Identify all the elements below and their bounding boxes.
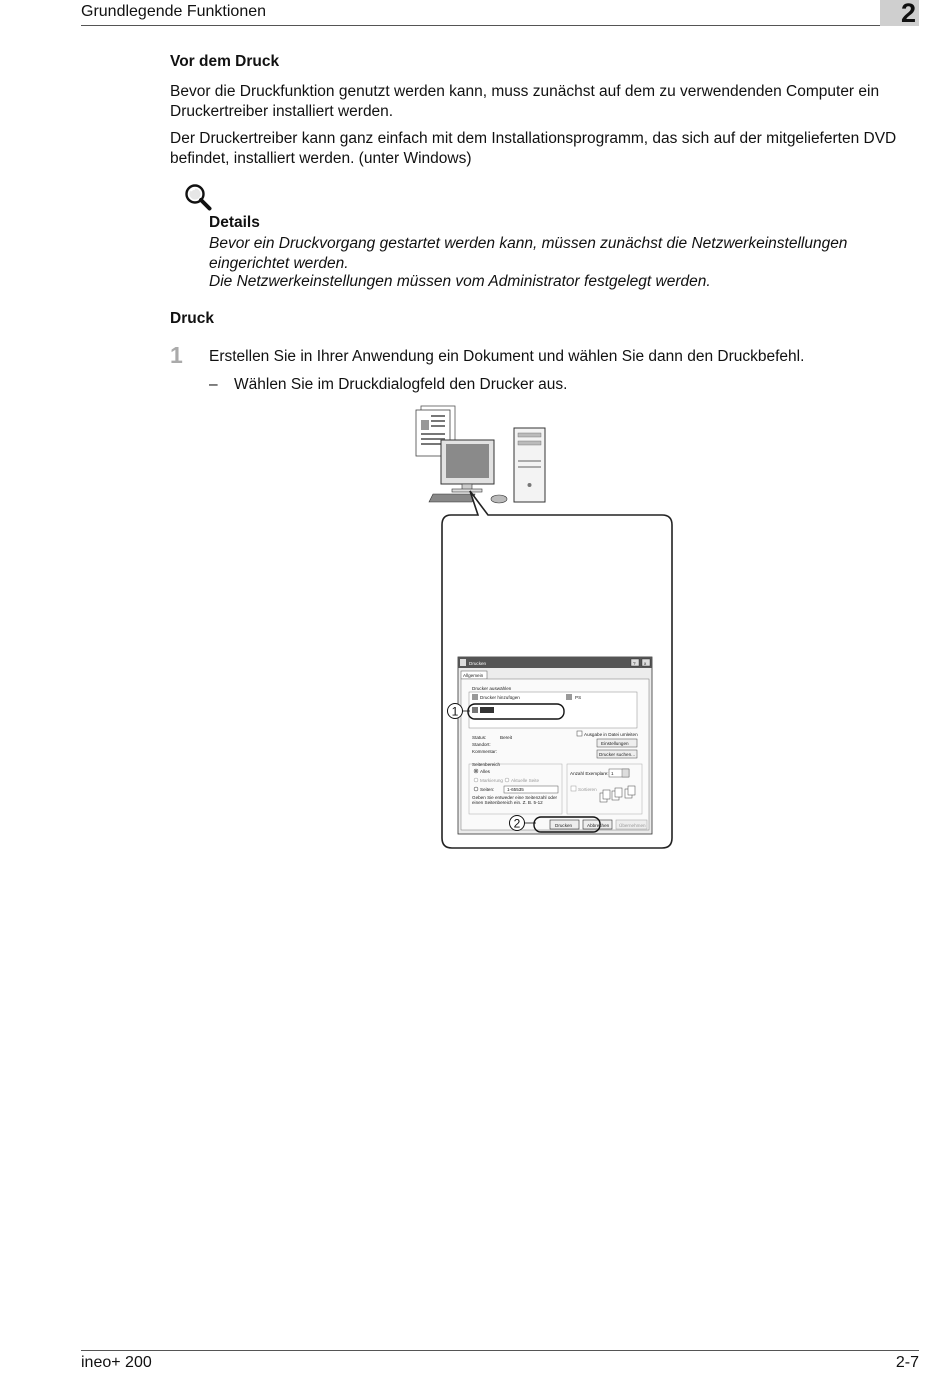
copies-spinner [622,769,629,777]
range-all[interactable]: Alles [480,769,490,774]
svg-text:2: 2 [513,816,521,831]
add-printer-item[interactable]: Drucker hinzufügen [480,695,520,700]
print-to-file-label: Ausgabe in Datei umleiten [584,732,638,737]
status-value: Bereit [500,735,513,740]
running-header: Grundlegende Funktionen [81,3,267,20]
printer-item-ps[interactable]: PS [575,695,582,700]
location-label: Standort: [472,742,491,747]
step-text: Erstellen Sie in Ihrer Anwendung ein Dokument und wählen Sie dann den Druckbefehl. [209,348,805,365]
print-dialog-illustration [400,400,690,860]
header-rule [81,25,919,26]
print-dialog [458,657,652,834]
svg-text:1: 1 [451,704,459,719]
print-to-file-checkbox [577,731,582,736]
computer-tower-icon [514,428,545,502]
dialog-title: Drucken [469,661,487,666]
details-text-admin: Die Netzwerkeinstellungen müssen vom Administrator festgelegt werden. [209,273,711,290]
range-current-page[interactable]: Aktuelle Seite [511,778,540,783]
chapter-tab [880,0,919,26]
copies-label: Anzahl Exemplare: [570,771,609,776]
svg-text:Einstellungen[interactable]: Einstellungen [601,741,629,746]
group-select-printer: Drucker auswählen [472,686,512,691]
collate-checkbox [571,786,576,791]
details-text-network: Bevor ein Druckvorgang gestartet werden kann, müssen zunächst die Netzwerkeinstellungen eingerichtet werden. [209,235,848,272]
range-selection[interactable]: Markierung [480,778,503,783]
footer-rule [81,1350,919,1351]
sub-step-text: Wählen Sie im Druckdialogfeld den Drucker aus. [234,376,568,393]
footer-product: ineo+ 200 [81,1354,152,1371]
tab-general-label: Allgemein [463,673,484,678]
comment-label: Kommentar: [472,749,498,754]
status-label: Status: [472,735,487,740]
svg-text:1[interactable]: 1 [611,771,614,776]
mouse-icon [491,495,507,503]
range-pages[interactable]: Seiten: [480,787,495,792]
paragraph-driver-install: Der Druckertreiber kann ganz einfach mit dem Installationsprogramm, das sich auf der mitgelieferten DVD befindet, installiert werden. (unter Windows) [170,130,897,167]
svg-text:x: x [644,661,647,666]
section-heading-print: Druck [170,310,214,327]
range-hint: Geben Sie entweder eine Seitenzahl oder einen Seitenbereich ein. Z. B. 5-12 [472,795,558,805]
svg-text:Seitenbereich: Seitenbereich [472,762,501,767]
monitor-icon [441,440,494,492]
footer-page-number: 2-7 [895,1354,919,1371]
magnifier-icon [184,183,212,211]
svg-text:Drucken[interactable]: Drucken [555,823,573,828]
svg-text:?: ? [633,661,636,666]
section-heading-before-print: Vor dem Druck [170,53,280,70]
printer-icon [460,659,466,666]
svg-text:Übernehmen[interactable]: Übernehmen [619,823,646,828]
details-title: Details [209,214,260,231]
chapter-number: 2 [900,0,916,28]
step-number: 1 [170,342,183,368]
keyboard-icon [429,494,475,502]
sub-step-dash: – [209,376,218,393]
svg-text:Abbrechen[interactable]: Abbrechen [587,823,610,828]
svg-text:1-65535[interactable]: 1-65535 [507,787,524,792]
svg-text:Drucker suchen...[interactable]: Drucker suchen... [599,752,635,757]
paragraph-driver-required: Bevor die Druckfunktion genutzt werden kann, muss zunächst auf dem zu verwendenden Computer ein Druckertreiber installiert werden. [170,83,880,120]
collate-label: Sortieren [578,787,597,792]
